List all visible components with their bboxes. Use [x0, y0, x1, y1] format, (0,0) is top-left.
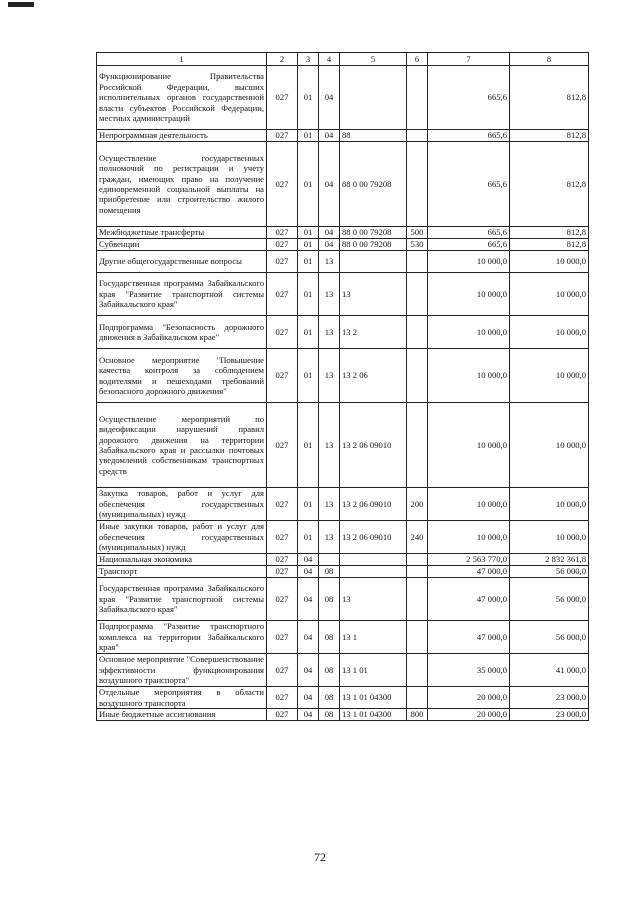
header-cell: 1	[97, 53, 267, 66]
ministry-code-cell: 027	[267, 273, 298, 316]
ministry-code-cell: 027	[267, 554, 298, 566]
header-cell: 3	[298, 53, 319, 66]
table-row	[97, 273, 589, 316]
amount-year-1-cell: 47 000,0	[428, 621, 510, 654]
expense-type-cell	[407, 316, 428, 349]
item-name-cell: Подпрограмма "Безопасность дорожного движения в Забайкальском крае"	[97, 316, 267, 349]
expense-type-cell	[407, 566, 428, 578]
ministry-code-cell: 027	[267, 709, 298, 721]
amount-year-1-cell: 10 000,0	[428, 403, 510, 488]
table-row	[97, 403, 589, 488]
header-cell: 2	[267, 53, 298, 66]
section-code-cell: 01	[298, 403, 319, 488]
amount-year-2-cell: 812,8	[510, 130, 589, 142]
subsection-code-cell: 08	[319, 578, 340, 621]
subsection-code-cell: 04	[319, 66, 340, 130]
target-article-cell: 13 2 06	[340, 349, 407, 403]
table-row	[97, 130, 589, 142]
section-code-cell: 01	[298, 488, 319, 521]
amount-year-2-cell: 812,8	[510, 66, 589, 130]
expense-type-cell	[407, 130, 428, 142]
target-article-cell: 13	[340, 273, 407, 316]
target-article-cell: 13 1 01	[340, 654, 407, 687]
subsection-code-cell: 04	[319, 227, 340, 239]
ministry-code-cell: 027	[267, 239, 298, 251]
item-name-cell: Основное мероприятие "Совершенствование эффективности функционирования воздушного транспорта"	[97, 654, 267, 687]
section-code-cell: 04	[298, 621, 319, 654]
amount-year-2-cell: 41 000,0	[510, 654, 589, 687]
amount-year-2-cell: 56 000,0	[510, 621, 589, 654]
target-article-cell: 13 2	[340, 316, 407, 349]
subsection-code-cell: 04	[319, 239, 340, 251]
ministry-code-cell: 027	[267, 621, 298, 654]
section-code-cell: 04	[298, 709, 319, 721]
amount-year-2-cell: 10 000,0	[510, 251, 589, 273]
amount-year-2-cell: 812,8	[510, 239, 589, 251]
expense-type-cell: 530	[407, 239, 428, 251]
section-code-cell: 04	[298, 554, 319, 566]
target-article-cell	[340, 554, 407, 566]
amount-year-1-cell: 10 000,0	[428, 349, 510, 403]
header-cell: 5	[340, 53, 407, 66]
subsection-code-cell: 08	[319, 654, 340, 687]
section-code-cell: 01	[298, 273, 319, 316]
table-row	[97, 566, 589, 578]
item-name-cell: Межбюджетные трансферты	[97, 227, 267, 239]
target-article-cell: 13 1	[340, 621, 407, 654]
section-code-cell: 01	[298, 142, 319, 227]
target-article-cell: 88 0 00 79208	[340, 142, 407, 227]
item-name-cell: Непрограммная деятельность	[97, 130, 267, 142]
expense-type-cell	[407, 403, 428, 488]
expense-type-cell: 500	[407, 227, 428, 239]
ministry-code-cell: 027	[267, 66, 298, 130]
header-row	[97, 53, 589, 66]
amount-year-2-cell: 10 000,0	[510, 521, 589, 554]
amount-year-1-cell: 20 000,0	[428, 709, 510, 721]
target-article-cell: 13 1 01 04300	[340, 687, 407, 709]
item-name-cell: Отдельные мероприятия в области воздушного транспорта	[97, 687, 267, 709]
subsection-code-cell: 08	[319, 566, 340, 578]
header-cell: 4	[319, 53, 340, 66]
table-row	[97, 554, 589, 566]
target-article-cell: 13 1 01 04300	[340, 709, 407, 721]
item-name-cell: Субвенции	[97, 239, 267, 251]
table-row	[97, 239, 589, 251]
amount-year-1-cell: 665,6	[428, 142, 510, 227]
item-name-cell: Национальная экономика	[97, 554, 267, 566]
target-article-cell	[340, 66, 407, 130]
header-cell: 8	[510, 53, 589, 66]
section-code-cell: 01	[298, 349, 319, 403]
subsection-code-cell: 13	[319, 251, 340, 273]
amount-year-2-cell: 56 000,0	[510, 566, 589, 578]
target-article-cell: 88 0 00 79208	[340, 227, 407, 239]
expense-type-cell	[407, 66, 428, 130]
amount-year-2-cell: 10 000,0	[510, 273, 589, 316]
expense-type-cell: 240	[407, 521, 428, 554]
amount-year-2-cell: 23 000,0	[510, 687, 589, 709]
subsection-code-cell: 13	[319, 403, 340, 488]
section-code-cell: 04	[298, 687, 319, 709]
amount-year-1-cell: 10 000,0	[428, 316, 510, 349]
header-cell: 6	[407, 53, 428, 66]
target-article-cell: 13 2 06 09010	[340, 403, 407, 488]
ministry-code-cell: 027	[267, 521, 298, 554]
amount-year-1-cell: 10 000,0	[428, 488, 510, 521]
amount-year-1-cell: 47 000,0	[428, 578, 510, 621]
target-article-cell: 88 0 00 79208	[340, 239, 407, 251]
expense-type-cell	[407, 251, 428, 273]
item-name-cell: Осуществление мероприятий по видеофиксации нарушений правил дорожного движения на территории Забайкальского края и рассылки почтовых уведомлений собственникам транспортных средств	[97, 403, 267, 488]
ministry-code-cell: 027	[267, 488, 298, 521]
table-row	[97, 709, 589, 721]
table-row	[97, 66, 589, 130]
corner-mark	[8, 2, 34, 7]
subsection-code-cell: 13	[319, 349, 340, 403]
section-code-cell: 01	[298, 227, 319, 239]
amount-year-1-cell: 2 563 770,0	[428, 554, 510, 566]
ministry-code-cell: 027	[267, 130, 298, 142]
ministry-code-cell: 027	[267, 687, 298, 709]
amount-year-1-cell: 10 000,0	[428, 251, 510, 273]
amount-year-2-cell: 812,8	[510, 142, 589, 227]
subsection-code-cell: 08	[319, 621, 340, 654]
amount-year-1-cell: 665,6	[428, 239, 510, 251]
expense-type-cell: 800	[407, 709, 428, 721]
table-row	[97, 578, 589, 621]
subsection-code-cell: 08	[319, 709, 340, 721]
section-code-cell: 01	[298, 521, 319, 554]
amount-year-2-cell: 10 000,0	[510, 488, 589, 521]
subsection-code-cell: 13	[319, 316, 340, 349]
item-name-cell: Государственная программа Забайкальского края "Развитие транспортной системы Забайкальского края"	[97, 273, 267, 316]
section-code-cell: 04	[298, 566, 319, 578]
target-article-cell: 13 2 06 09010	[340, 488, 407, 521]
target-article-cell: 13 2 06 09010	[340, 521, 407, 554]
item-name-cell: Осуществление государственных полномочий по регистрации и учету граждан, имеющих право на получение единовременной социальной выплаты на приобретение или строительство жилого помещения	[97, 142, 267, 227]
amount-year-1-cell: 665,6	[428, 227, 510, 239]
table-row	[97, 316, 589, 349]
ministry-code-cell: 027	[267, 142, 298, 227]
expense-type-cell	[407, 578, 428, 621]
amount-year-1-cell: 10 000,0	[428, 273, 510, 316]
page-number: 72	[314, 850, 326, 864]
expense-type-cell	[407, 654, 428, 687]
table-row	[97, 349, 589, 403]
expense-type-cell	[407, 142, 428, 227]
section-code-cell: 01	[298, 130, 319, 142]
table-row	[97, 621, 589, 654]
item-name-cell: Государственная программа Забайкальского края "Развитие транспортной системы Забайкальского края"	[97, 578, 267, 621]
amount-year-2-cell: 2 832 361,8	[510, 554, 589, 566]
ministry-code-cell: 027	[267, 251, 298, 273]
ministry-code-cell: 027	[267, 349, 298, 403]
table-row	[97, 654, 589, 687]
expense-type-cell	[407, 349, 428, 403]
section-code-cell: 01	[298, 66, 319, 130]
subsection-code-cell	[319, 554, 340, 566]
expense-type-cell	[407, 273, 428, 316]
ministry-code-cell: 027	[267, 566, 298, 578]
item-name-cell: Подпрограмма "Развитие транспортного комплекса на территории Забайкальского края"	[97, 621, 267, 654]
amount-year-1-cell: 20 000,0	[428, 687, 510, 709]
table-row	[97, 142, 589, 227]
subsection-code-cell: 04	[319, 142, 340, 227]
amount-year-1-cell: 665,6	[428, 130, 510, 142]
subsection-code-cell: 04	[319, 130, 340, 142]
subsection-code-cell: 08	[319, 687, 340, 709]
amount-year-1-cell: 35 000,0	[428, 654, 510, 687]
target-article-cell: 88	[340, 130, 407, 142]
ministry-code-cell: 027	[267, 654, 298, 687]
table-row	[97, 488, 589, 521]
section-code-cell: 01	[298, 316, 319, 349]
ministry-code-cell: 027	[267, 403, 298, 488]
amount-year-2-cell: 10 000,0	[510, 316, 589, 349]
expense-type-cell	[407, 621, 428, 654]
item-name-cell: Иные закупки товаров, работ и услуг для обеспечения государственных (муниципальных) нужд	[97, 521, 267, 554]
target-article-cell	[340, 251, 407, 273]
table-row	[97, 687, 589, 709]
item-name-cell: Закупка товаров, работ и услуг для обеспечения государственных (муниципальных) нужд	[97, 488, 267, 521]
table-row	[97, 251, 589, 273]
amount-year-1-cell: 10 000,0	[428, 521, 510, 554]
target-article-cell: 13	[340, 578, 407, 621]
item-name-cell: Транспорт	[97, 566, 267, 578]
budget-table	[96, 52, 589, 721]
item-name-cell: Иные бюджетные ассигнования	[97, 709, 267, 721]
subsection-code-cell: 13	[319, 521, 340, 554]
expense-type-cell	[407, 554, 428, 566]
amount-year-2-cell: 23 000,0	[510, 709, 589, 721]
amount-year-1-cell: 47 000,0	[428, 566, 510, 578]
item-name-cell: Другие общегосударственные вопросы	[97, 251, 267, 273]
item-name-cell: Функционирование Правительства Российской Федерации, высших исполнительных органов государственной власти субъектов Российской Федерации, местных администраций	[97, 66, 267, 130]
subsection-code-cell: 13	[319, 273, 340, 316]
table-row	[97, 227, 589, 239]
expense-type-cell	[407, 687, 428, 709]
item-name-cell: Основное мероприятие "Повышение качества контроля за соблюдением водителями и пешеходами требований безопасного дорожного движения"	[97, 349, 267, 403]
amount-year-1-cell: 665,6	[428, 66, 510, 130]
section-code-cell: 01	[298, 239, 319, 251]
expense-type-cell: 200	[407, 488, 428, 521]
ministry-code-cell: 027	[267, 316, 298, 349]
target-article-cell	[340, 566, 407, 578]
ministry-code-cell: 027	[267, 227, 298, 239]
subsection-code-cell: 13	[319, 488, 340, 521]
ministry-code-cell: 027	[267, 578, 298, 621]
header-cell: 7	[428, 53, 510, 66]
amount-year-2-cell: 812,8	[510, 227, 589, 239]
section-code-cell: 04	[298, 654, 319, 687]
section-code-cell: 04	[298, 578, 319, 621]
amount-year-2-cell: 56 000,0	[510, 578, 589, 621]
section-code-cell: 01	[298, 251, 319, 273]
table-row	[97, 521, 589, 554]
amount-year-2-cell: 10 000,0	[510, 403, 589, 488]
amount-year-2-cell: 10 000,0	[510, 349, 589, 403]
